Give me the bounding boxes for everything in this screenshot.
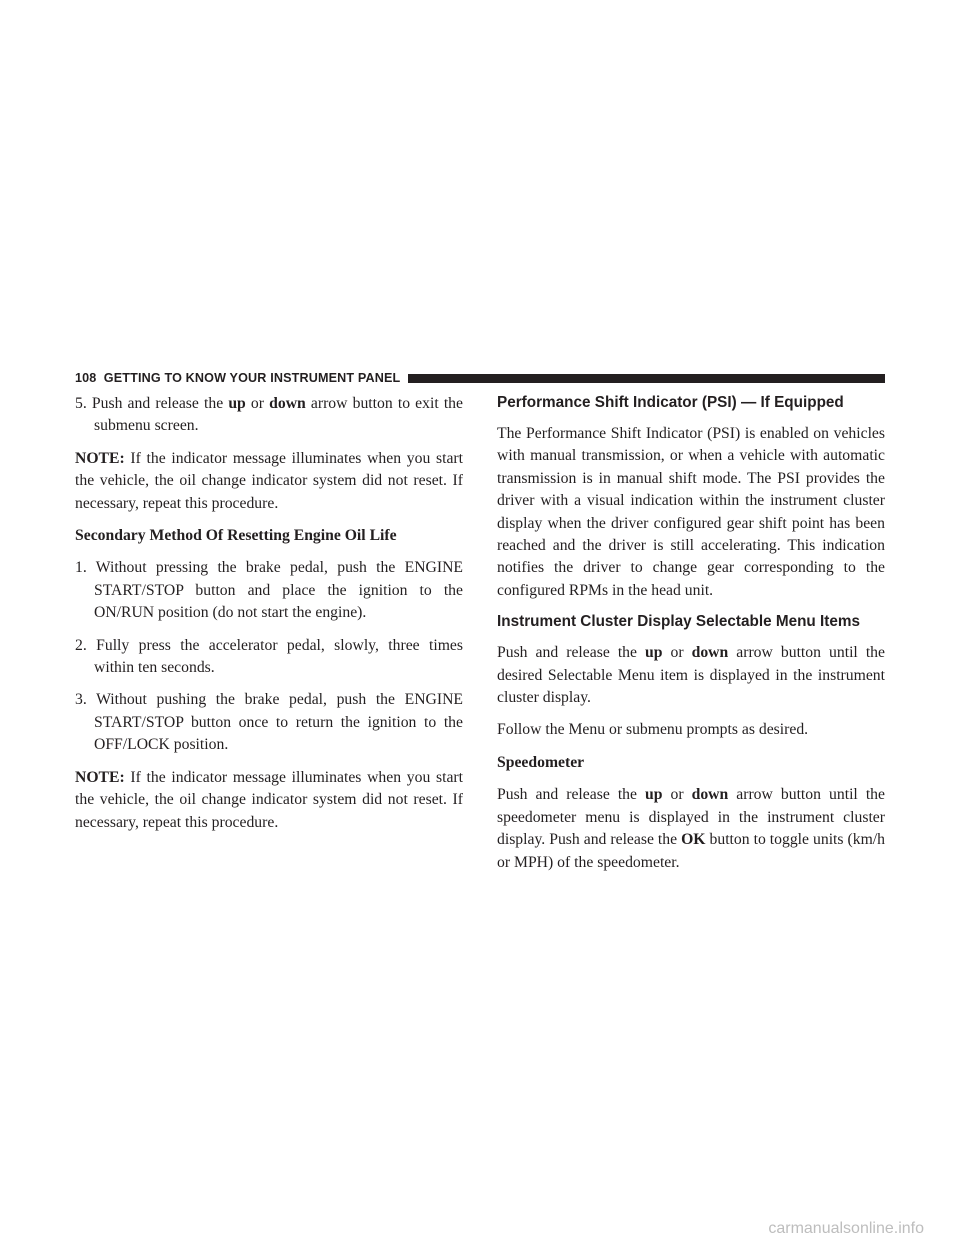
note-1 — [75, 448, 463, 515]
ok-keyword: OK — [681, 831, 706, 849]
note-label: NOTE: — [75, 449, 125, 467]
page-header — [75, 369, 885, 387]
note-2-text: If the indicator message illuminates when you start the vehicle, the oil change indicator system did not reset. If necessary, repeat this procedure. — [75, 768, 463, 831]
header-text — [75, 369, 400, 387]
speedometer-text: Push and release the — [497, 786, 646, 804]
cluster-p1-text-end: arrow button until the desired Selectable Menu item is displayed in the instrument cluster display. — [497, 644, 885, 707]
cluster-p1-text: Push and release the — [497, 644, 646, 662]
or-text: or — [662, 644, 692, 662]
psi-paragraph: The Performance Shift Indicator (PSI) is enabled on vehicles with manual transmission, or when a vehicle with automatic transmission is in manual shift mode. The PSI provides the driver with a visual indication within the instrument cluster display when the driver configured gear shift point has been reached and the driver is still accelerating. This indication notifies the driver to change gear corresponding to the configured RPMs in the head unit. — [497, 425, 885, 599]
down-keyword: down — [691, 786, 729, 804]
up-keyword: up — [228, 395, 246, 412]
speedometer-text-end: button to toggle units (km/h or MPH) of the speedometer. — [497, 831, 885, 871]
secondary-method-heading: Secondary Method Of Resetting Engine Oil Life — [75, 527, 397, 545]
speedometer-heading: Speedometer — [497, 753, 585, 771]
or-text: or — [245, 395, 270, 412]
step-5-text: 5. Push and release the — [75, 395, 229, 412]
psi-heading: Performance Shift Indicator (PSI) — If Equipped — [497, 394, 844, 411]
speedometer-text-mid: arrow button until the speedometer menu is displayed in the instrument cluster display. Push and release the — [497, 786, 885, 849]
step-3: 3. Without pushing the brake pedal, push the ENGINE START/STOP button once to return the ignition to the OFF/LOCK position. — [75, 691, 463, 754]
step-2: 2. Fully press the accelerator pedal, slowly, three times within ten seconds. — [75, 636, 463, 677]
watermark: carmanualsonline.info — [768, 1220, 924, 1237]
up-keyword: up — [645, 786, 663, 804]
cluster-paragraph-2: Follow the Menu or submenu prompts as desired. — [497, 721, 809, 739]
left-column — [75, 393, 463, 844]
right-column — [497, 393, 885, 884]
cluster-paragraph-1 — [497, 642, 885, 709]
page-number: 108 — [75, 371, 97, 385]
note-label: NOTE: — [75, 768, 125, 786]
down-keyword: down — [691, 644, 729, 662]
step-5 — [75, 393, 463, 438]
speedometer-paragraph — [497, 784, 885, 874]
down-keyword: down — [269, 395, 306, 412]
step-5-text-end: arrow button to exit the submenu screen. — [94, 395, 463, 435]
section-title: GETTING TO KNOW YOUR INSTRUMENT PANEL — [103, 371, 401, 385]
header-rule — [408, 374, 885, 383]
up-keyword: up — [645, 644, 663, 662]
step-1: 1. Without pressing the brake pedal, push the ENGINE START/STOP button and place the ignition to the ON/RUN position (do not start the engine). — [75, 559, 463, 622]
note-2 — [75, 767, 463, 834]
or-text: or — [662, 786, 692, 804]
note-1-text: If the indicator message illuminates when you start the vehicle, the oil change indicator system did not reset. If necessary, repeat this procedure. — [75, 449, 463, 512]
cluster-menu-heading: Instrument Cluster Display Selectable Menu Items — [497, 613, 860, 631]
